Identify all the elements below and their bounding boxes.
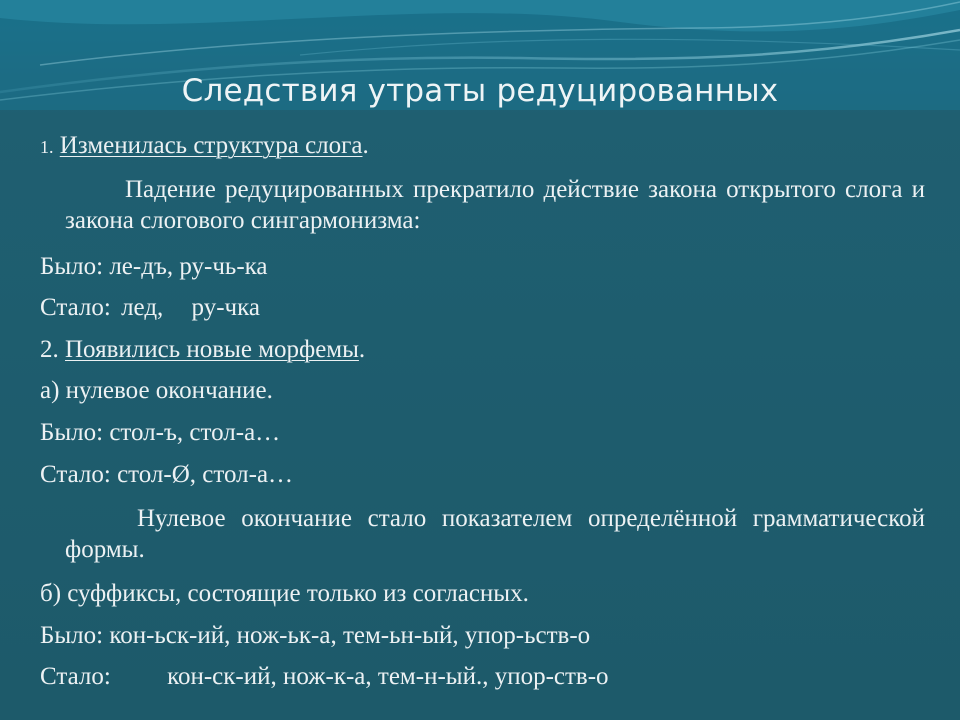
slide-title: Следствия утраты редуцированных	[181, 73, 779, 109]
point-2b-after-label: Стало:	[40, 663, 111, 690]
point-2-number: 2.	[40, 336, 59, 363]
point-2b-after	[40, 662, 609, 692]
point-2-title: Появились новые морфемы	[65, 336, 359, 363]
point-1-after-a: лед,	[121, 294, 164, 321]
point-1-after	[40, 293, 260, 323]
point-2a-before: Было: стол-ъ, стол-а…	[40, 419, 281, 446]
point-2-heading	[40, 335, 365, 365]
point-1-dot: .	[362, 132, 369, 159]
point-2a: а) нулевое окончание.	[40, 377, 273, 404]
point-1-before: Было: ле-дъ, ру-чь-ка	[40, 253, 268, 280]
point-1-number: 1.	[40, 137, 54, 157]
point-2a-after: Стало: стол-Ø, стол-а…	[40, 461, 294, 488]
point-2b: б) суффиксы, состоящие только из согласных.	[40, 580, 529, 607]
point-2-dot: .	[358, 336, 366, 363]
point-1-after-b: ру-чка	[191, 294, 260, 321]
point-1-text: Падение редуцированных прекратило действие закона открытого слога и закона слогового сингармонизма:	[65, 176, 925, 234]
point-2a-text: Нулевое окончание стало показателем определённой грамматической формы.	[65, 505, 925, 563]
point-1-title: Изменилась структура слога	[59, 132, 363, 159]
point-2b-after-value: кон-ск-ий, нож-к-а, тем-н-ый., упор-ств-о	[167, 663, 609, 690]
point-1-heading	[40, 131, 369, 162]
point-2b-before: Было: кон-ьск-ий, нож-ьк-а, тем-ьн-ый, упор-ьств-о	[40, 622, 591, 649]
point-1-after-label: Стало:	[40, 294, 111, 321]
